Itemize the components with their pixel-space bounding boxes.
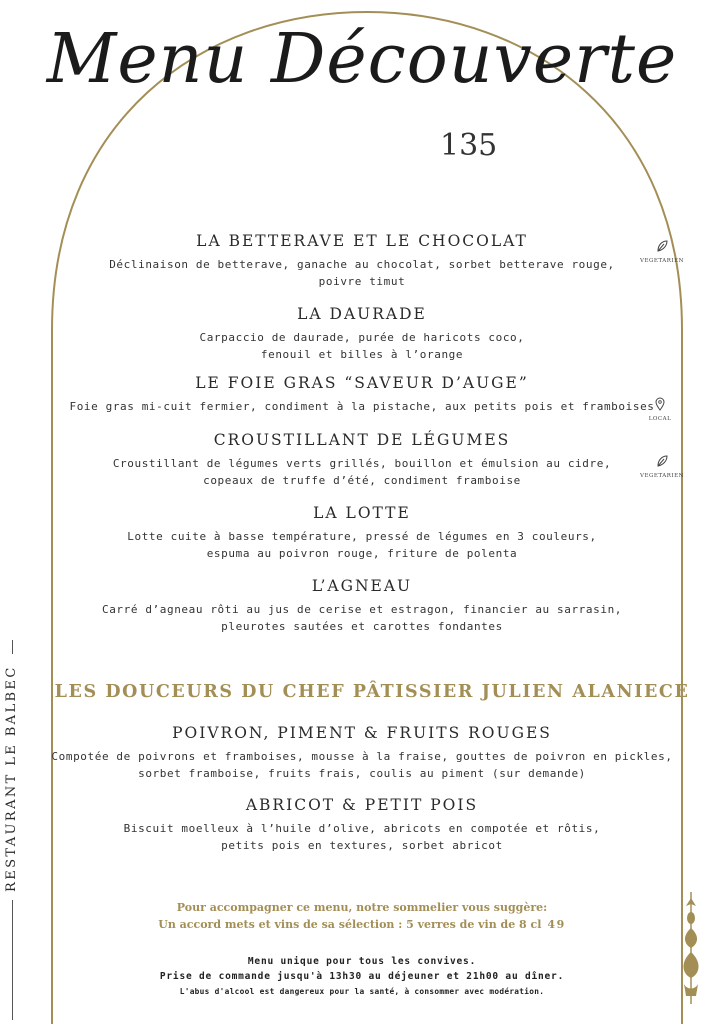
dessert-1	[20, 724, 704, 782]
badge-label: VEGETARIEN	[640, 258, 684, 264]
dish-1	[40, 232, 684, 290]
side-divider	[12, 900, 13, 1020]
menu-title: Menu Découverte	[46, 20, 678, 99]
footer-line: Prise de commande jusqu'à 13h30 au déjeuner et 21h00 au dîner.	[159, 971, 565, 982]
pairing-intro: Pour accompagner ce menu, notre sommelier vous suggère:	[176, 901, 548, 914]
dish-4	[40, 431, 684, 489]
vegetarian-badge	[640, 238, 684, 264]
dessert-section-title: LES DOUCEURS DU CHEF PÂTISSIER JULIEN ALANIECE	[54, 682, 690, 702]
dish-description: Déclinaison de betterave, ganache au chocolat, sorbet betterave rouge, poivre timut	[109, 258, 615, 288]
menu-price: 135	[440, 128, 498, 163]
dish-name: LE FOIE GRAS “SAVEUR D’AUGE”	[195, 374, 529, 392]
leaf-icon	[655, 454, 669, 468]
dish-name: L’AGNEAU	[311, 577, 413, 595]
wine-pairing	[0, 899, 724, 933]
local-badge	[638, 396, 682, 422]
dish-description: Croustillant de légumes verts grillés, bouillon et émulsion au cidre, copeaux de truffe d’été, condiment framboise	[112, 457, 612, 487]
dish-description: Foie gras mi-cuit fermier, condiment à la pistache, aux petits pois et framboises	[69, 400, 655, 413]
pairing-offer	[0, 916, 724, 933]
footer-line: Menu unique pour tous les convives.	[247, 956, 477, 967]
ornament-icon	[676, 892, 706, 1004]
vegetarian-badge	[640, 453, 684, 479]
pairing-price: 49	[547, 918, 566, 931]
dish-3	[20, 374, 704, 415]
dish-name: CROUSTILLANT DE LÉGUMES	[213, 431, 511, 449]
badge-label: LOCAL	[648, 416, 672, 422]
footer-notes	[0, 954, 724, 984]
dish-description: Lotte cuite à basse température, pressé de légumes en 3 couleurs, espuma au poivron rouge, friture de polenta	[127, 530, 597, 560]
dessert-description: Biscuit moelleux à l’huile d’olive, abricots en compotée et rôtis, petits pois en textures, sorbet abricot	[123, 822, 601, 852]
dessert-name: POIVRON, PIMENT & FRUITS ROUGES	[172, 724, 552, 742]
dish-5	[40, 504, 684, 562]
alcohol-warning: L'abus d'alcool est dangereux pour la santé, à consommer avec modération.	[179, 987, 545, 996]
dessert-2	[40, 796, 684, 854]
dish-name: LA BETTERAVE ET LE CHOCOLAT	[196, 232, 528, 250]
badge-label: VEGETARIEN	[640, 473, 684, 479]
leaf-icon	[655, 239, 669, 253]
location-pin-icon	[654, 397, 666, 411]
dish-6	[40, 577, 684, 635]
pairing-offer-text: Un accord mets et vins de sa sélection : 5 verres de vin de 8 cl	[158, 918, 542, 931]
dish-description: Carré d’agneau rôti au jus de cerise et estragon, financier au sarrasin, pleurotes sautées et carottes fondantes	[101, 603, 623, 633]
dish-description: Carpaccio de daurade, purée de haricots coco, fenouil et billes à l’orange	[199, 331, 525, 361]
restaurant-name-vertical: RESTAURANT LE BALBEC	[4, 665, 19, 892]
dish-name: LA LOTTE	[313, 504, 411, 522]
dessert-name: ABRICOT & PETIT POIS	[245, 796, 479, 814]
dish-name: LA DAURADE	[297, 305, 427, 323]
dish-2	[40, 305, 684, 363]
side-divider	[12, 640, 13, 654]
dessert-description: Compotée de poivrons et framboises, mousse à la fraise, gouttes de poivron en pickles, sorbet framboise, fruits frais, coulis au piment (sur demande)	[51, 750, 673, 780]
